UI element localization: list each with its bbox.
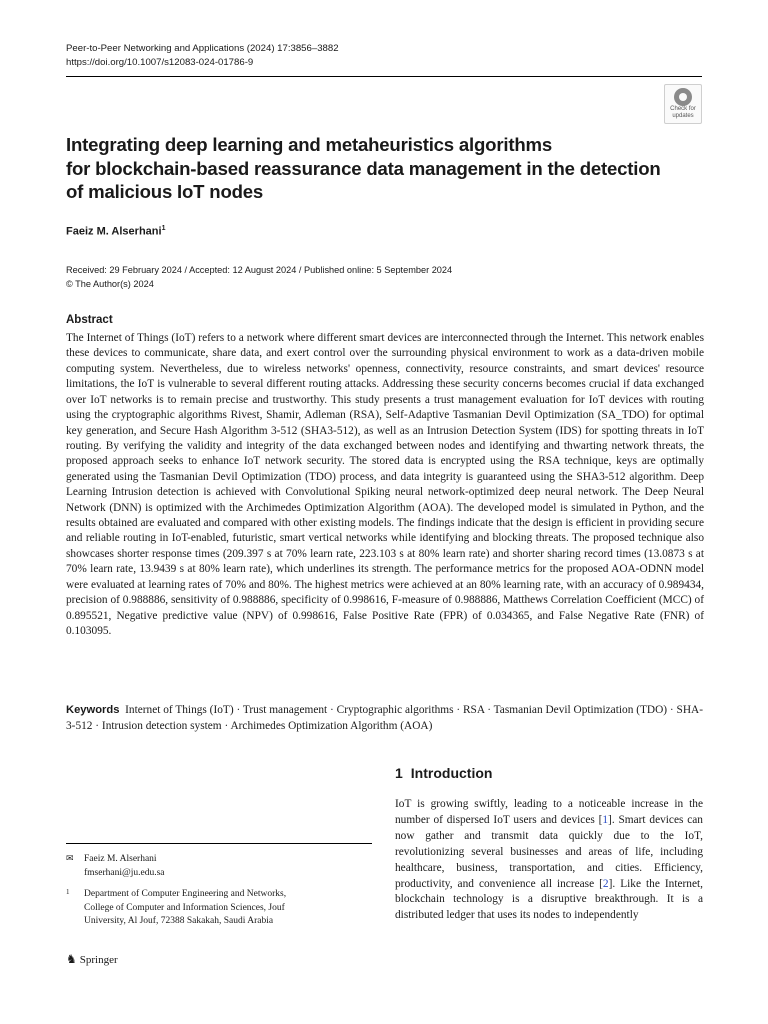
check-for-updates-badge[interactable] — [664, 84, 702, 124]
springer-horse-icon: ♞ — [66, 952, 77, 966]
section-title: Introduction — [410, 765, 493, 781]
corresponding-name: Faeiz M. Alserhani — [84, 854, 157, 864]
affiliation — [66, 888, 344, 929]
copyright: © The Author(s) 2024 — [66, 278, 154, 289]
affil-line: University, Al Jouf, 72388 Sakakah, Saudi Arabia — [84, 916, 274, 926]
journal-header — [66, 42, 339, 69]
corresponding-email[interactable]: fmserhani@ju.edu.sa — [84, 867, 165, 878]
history-dates: Received: 29 February 2024 / Accepted: 12 August 2024 / Published online: 5 September 2024 — [66, 265, 453, 275]
intro-text: ]. Like the Internet, blockchain technology is a disruptive breakthrough. It is a distributed ledger that uses its nodes to independently — [395, 877, 703, 922]
keywords-text: Internet of Things (IoT) · Trust management · Cryptographic algorithms · RSA · Tasmanian Devil Optimization (TDO) · SHA-3-512 · Intrusion detection system · Archimedes Optimization Algorithm (AOA) — [66, 704, 703, 732]
header-rule — [66, 76, 702, 77]
abstract-text: The Internet of Things (IoT) refers to a network where different smart devices are interconnected through the Internet. This network enables these devices to communicate, share data, and exert control over the surrounding physical environment to work as a data-driven mobile computing system. Nevertheless, due to wireless networks' openness, connectivity, resource constraints, and smart devices' resource limitations, the IoT is vulnerable to several different routing attacks. Addressing these security concerns becomes crucial if data exchanged over IoT networks is to remain precise and trustworthy. This study presents a trust management evaluation for IoT devices with routing using the cryptographic algorithms Rivest, Shamir, Adleman (RSA), Self-Adaptive Tasmanian Devil Optimization (SA_TDO) for optimal key generation, and Secure Hash Algorithm 3-512 (SHA3-512), as well as an Intrusion Detection System (IDS) for spotting threats in IoT routing. By verifying the validity and integrity of the data exchanged between nodes and identifying and thwarting network threats, the proposed approach seeks to enhance IoT network security. The stored data is encrypted using the RSA technique, keys are optimally generated using the Tasmanian Devil Optimization (TDO) process, and data integrity is guaranteed using the SHA3-512 algorithm. Deep Learning Intrusion detection is achieved with Convolutional Spiking neural network-optimized deep neural network. The Deep Neural Network (DNN) is optimized with the Archimedes Optimization Algorithm (AOA). The developed model is simulated in Python, and the results obtained are evaluated and compared with other existing models. The findings indicate that the design is efficient in providing secure and reliable routing in IoT-enabled, futuristic, smart vertical networks while identifying and blocking threats. The proposed technique also showcases shorter response times (209.397 s at 70% learn rate, 223.103 s at 80% learn rate) and shorter sharing record times (13.0873 s at 70% learn rate, 13.9439 s at 80% learn rate), which underlines its strength. The performance metrics for the proposed AOA-ODNN model were evaluated at learning rates of 70% and 80%. The highest metrics were achieved at an 80% learning rate, with an accuracy of 0.989434, precision of 0.988886, sensitivity of 0.988886, specificity of 0.998616, F-measure of 0.988886, Matthews Correlation Coefficient (MCC) of 0.895521, Negative predictive value (NPV) of 0.998616, False Positive Rate (FPR) of 0.034365, and False Negative Rate (FNR) of 0.103095. — [66, 332, 704, 638]
intro-text: ]. Smart devices can now gather and transmit data quickly due to the IoT, revolutionizing several businesses and areas of life, including healthcare, business, transportation, and cities. Efficiency, productivity, and convenience all increase [ — [395, 813, 703, 890]
doi-link[interactable]: https://doi.org/10.1007/s12083-024-01786-9 — [66, 56, 254, 68]
author-affil-mark: 1 — [161, 225, 166, 232]
journal-citation: Peer-to-Peer Networking and Applications (2024) 17:3856–3882 — [66, 43, 339, 54]
check-updates-line1: Check for — [670, 106, 696, 112]
title-line: for blockchain-based reassurance data management in the detection — [66, 157, 661, 179]
keywords-heading: Keywords — [66, 704, 120, 716]
footnote-rule — [66, 843, 372, 844]
publication-dates — [66, 264, 452, 291]
author-name[interactable]: Faeiz M. Alserhani — [66, 225, 162, 238]
keywords-block — [66, 702, 706, 734]
title-line: of malicious IoT nodes — [66, 181, 264, 202]
publisher-logo — [66, 952, 118, 967]
affil-line: Department of Computer Engineering and Networks, — [84, 889, 287, 899]
check-updates-icon — [674, 88, 692, 106]
article-title — [66, 133, 666, 204]
citation-link[interactable]: 2 — [602, 877, 609, 890]
publisher-name: Springer — [79, 954, 118, 966]
envelope-icon: ✉ — [66, 853, 74, 863]
citation-link[interactable]: 1 — [602, 813, 609, 826]
section-heading-introduction — [395, 765, 492, 781]
check-updates-line2: updates — [672, 112, 694, 119]
abstract-heading: Abstract — [66, 314, 113, 326]
affil-mark: 1 — [66, 888, 70, 896]
corresponding-author — [66, 852, 165, 880]
intro-text: IoT is growing swiftly, leading to a noticeable increase in the number of dispersed IoT users and devices [ — [395, 798, 703, 826]
title-line: Integrating deep learning and metaheuristics algorithms — [66, 134, 552, 155]
section-number: 1 — [395, 765, 403, 781]
introduction-paragraph — [395, 797, 703, 924]
author-line — [66, 225, 165, 238]
affil-line: College of Computer and Information Sciences, Jouf — [84, 902, 285, 913]
